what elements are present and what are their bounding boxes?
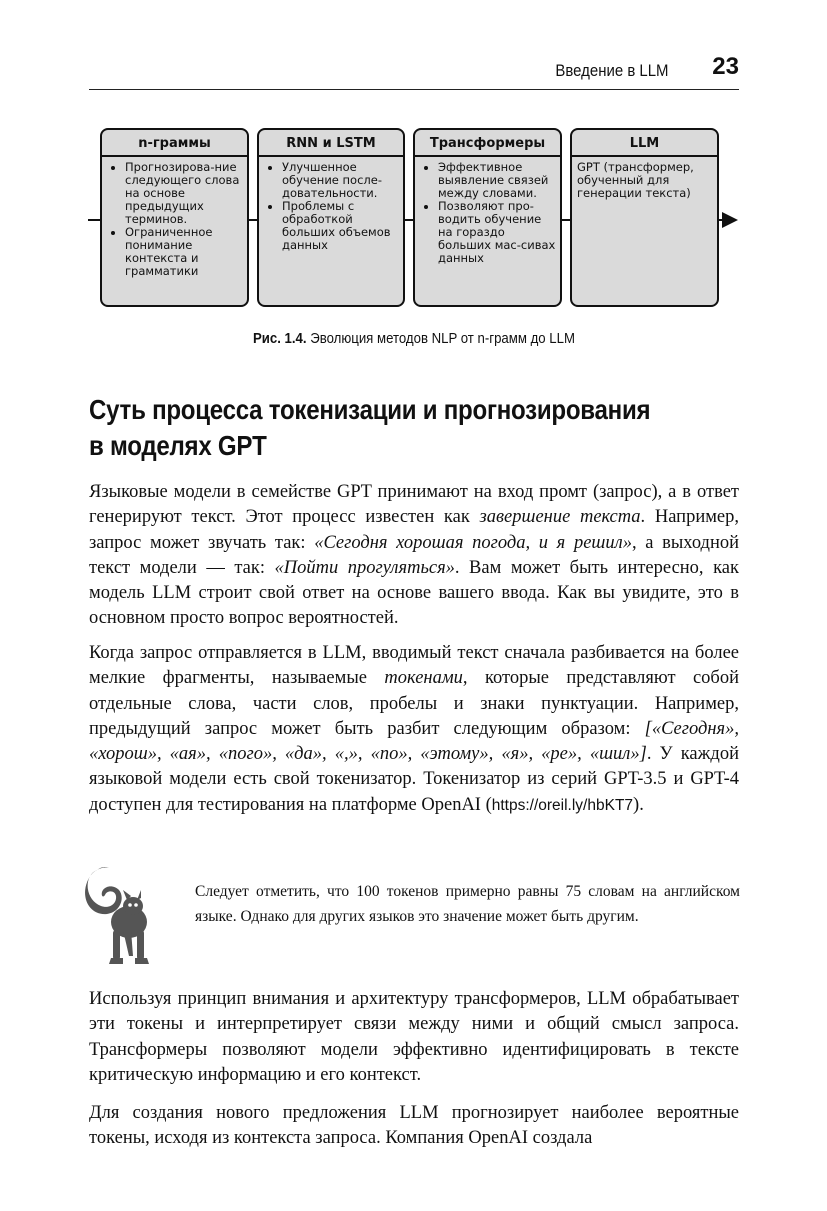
running-head: Введение в LLM <box>555 61 669 80</box>
box-bullet: • Проблемы с обработкой больших объемов данных <box>282 200 399 252</box>
lemur-icon <box>83 860 163 972</box>
box-text: GPT (трансформер, обученный для генерации текста) <box>577 160 694 200</box>
box-ngrams <box>100 128 249 307</box>
page-header <box>89 55 739 90</box>
box-title: n-граммы <box>102 130 247 157</box>
nlp-evolution-diagram <box>86 128 746 313</box>
box-rnn-lstm <box>257 128 405 307</box>
box-bullet: • Улучшенное обучение после-довательности. <box>282 161 399 200</box>
box-bullet: • Позволяют про-водить обучение на гораздо больших мас-сивах данных <box>438 200 556 265</box>
text-run: Языковые модели в семействе GPT принимают на вход промт (запрос), а в ответ генерируют текст. Этот процесс известен как <box>89 482 739 528</box>
section-title-line: в моделях GPT <box>89 430 267 461</box>
page-number: 23 <box>712 53 739 80</box>
text-run: Когда запрос отправляется в LLM, вводимый текст сначала разбивается на более мелкие фрагменты, называемые <box>89 643 739 689</box>
tokenizer-link[interactable]: https://oreil.ly/hbKT7 <box>491 796 634 814</box>
arrow-right-icon <box>722 212 738 228</box>
text-run: . У каждой языковой модели есть свой токенизатор. Токенизатор из серий GPT-3.5 и GPT-4 доступен для тестирования на платформе OpenAI ( <box>89 744 739 815</box>
italic-term: токенами <box>384 668 463 689</box>
box-transformers <box>413 128 562 307</box>
italic-token-list: [«Сегодня», «хорош», «ая», «пого», «да», «,», «по», «этому», «я», «ре», «шил»] <box>89 718 739 765</box>
paragraph-3: Используя принцип внимания и архитектуру трансформеров, LLM обрабатывает эти токены и интерпретирует связи между ними и общий смысл запроса. Трансформеры позволяют модели эффективно идентифицировать в тексте критическую информацию и его контекст. <box>89 989 739 1085</box>
box-bullet: • Ограниченное понимание контекста и грамматики <box>125 226 243 278</box>
box-llm <box>570 128 719 307</box>
note-text: Следует отметить, что 100 токенов примерно равны 75 словам на английском языке. Однако для других языков это значение может быть другим. <box>195 883 740 925</box>
text-run: , а выходной текст модели — так: <box>89 532 740 578</box>
paragraph-4: Для создания нового предложения LLM прогнозирует наиболее вероятные токены, исходя из контекста запроса. Компания OpenAI создала <box>89 1103 739 1149</box>
text-run: ). <box>633 794 644 815</box>
italic-term: завершение текста <box>479 507 641 528</box>
box-bullet: • Эффективное выявление связей между словами. <box>438 161 556 200</box>
caption-text: Эволюция методов NLP от n-грамм до LLM <box>306 330 575 347</box>
section-title-line: Суть процесса токенизации и прогнозирования <box>89 394 651 425</box>
text-run: , которые представляют собой отдельные слова, части слов, пробелы и знаки пунктуации. Например, предыдущий запрос может быть разбит следующим образом: <box>89 668 739 739</box>
paragraph-1 <box>89 480 739 632</box>
box-title: Трансформеры <box>415 130 560 157</box>
box-title: LLM <box>572 130 717 157</box>
text-run: . Вам может быть интересно, как модель LLM строит свой ответ на основе вашего ввода. Как вы увидите, это в основном просто вопрос вероятностей. <box>89 557 739 629</box>
figure-caption <box>0 330 827 347</box>
italic-quote: «Сегодня хорошая погода, и я решил» <box>314 532 632 553</box>
paragraph-2 <box>89 641 739 818</box>
italic-quote: «Пойти прогуляться» <box>274 557 455 578</box>
caption-label: Рис. 1.4. <box>252 330 307 347</box>
box-title: RNN и LSTM <box>259 130 403 157</box>
box-bullet: • Прогнозирова-ние следующего слова на основе предыдущих терминов. <box>125 161 243 226</box>
text-run: . Например, запрос может звучать так: <box>89 507 740 553</box>
section-title <box>89 392 739 464</box>
